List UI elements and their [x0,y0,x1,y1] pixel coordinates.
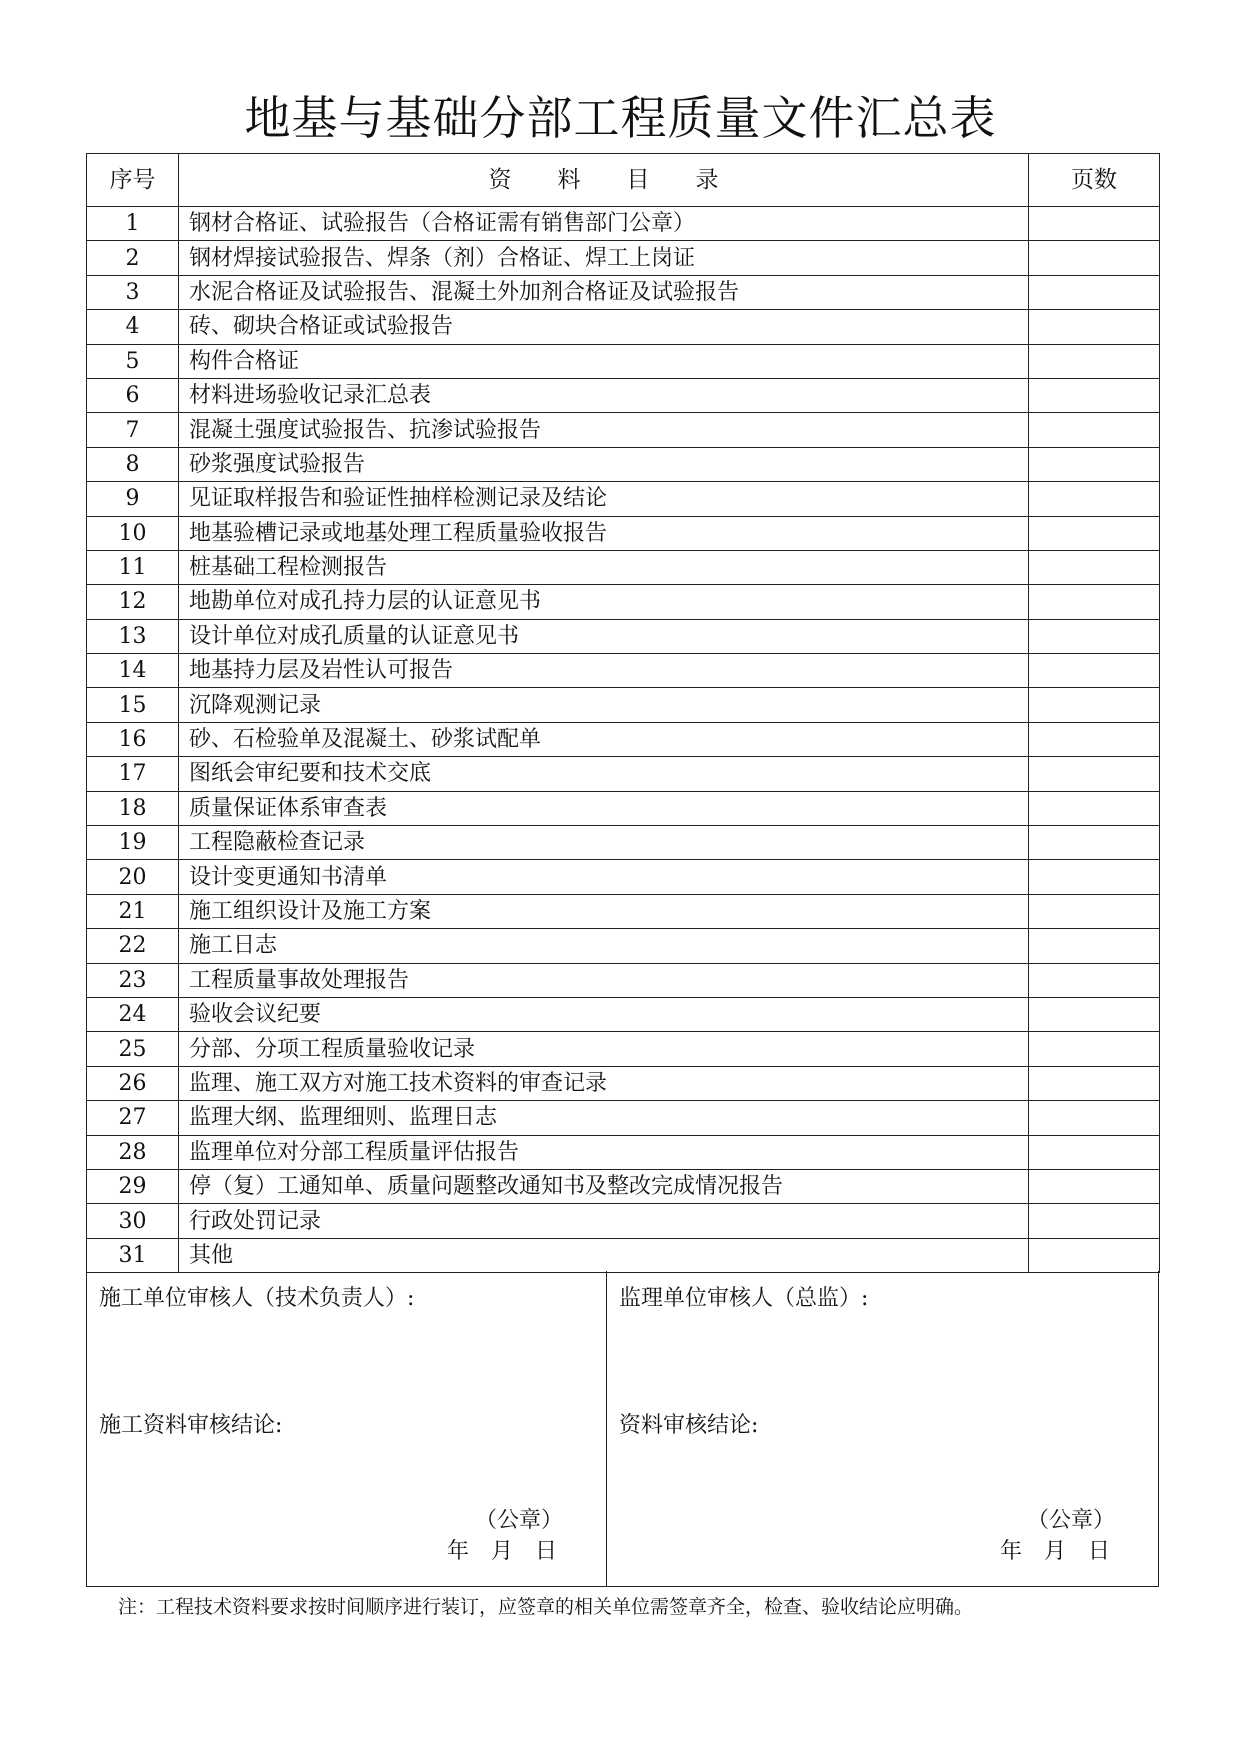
table-row [87,929,1160,963]
table-row [87,997,1160,1031]
row-seq: 23 [87,963,179,997]
row-item: 地基验槽记录或地基处理工程质量验收报告 [179,516,1029,550]
row-item: 监理单位对分部工程质量评估报告 [179,1135,1029,1169]
row-pages [1029,275,1160,309]
row-seq: 31 [87,1238,179,1272]
row-pages [1029,929,1160,963]
row-item: 监理、施工双方对施工技术资料的审查记录 [179,1066,1029,1100]
table-row [87,344,1160,378]
table-row [87,275,1160,309]
row-seq: 17 [87,757,179,791]
row-item: 分部、分项工程质量验收记录 [179,1032,1029,1066]
row-item: 验收会议纪要 [179,997,1029,1031]
row-seq: 20 [87,860,179,894]
row-pages [1029,207,1160,241]
row-seq: 28 [87,1135,179,1169]
table-row [87,1032,1160,1066]
header-seq: 序号 [87,154,179,207]
table-row [87,791,1160,825]
row-item: 砂、石检验单及混凝土、砂浆试配单 [179,722,1029,756]
row-seq: 27 [87,1101,179,1135]
row-item: 监理大纲、监理细则、监理日志 [179,1101,1029,1135]
row-item: 混凝土强度试验报告、抗渗试验报告 [179,413,1029,447]
row-item: 材料进场验收记录汇总表 [179,378,1029,412]
row-item: 设计单位对成孔质量的认证意见书 [179,619,1029,653]
row-pages [1029,585,1160,619]
row-pages [1029,1032,1160,1066]
row-pages [1029,1101,1160,1135]
row-seq: 14 [87,654,179,688]
construction-review-cell [87,1271,606,1586]
table-row [87,482,1160,516]
row-item: 水泥合格证及试验报告、混凝土外加剂合格证及试验报告 [179,275,1029,309]
row-seq: 29 [87,1169,179,1203]
row-pages [1029,860,1160,894]
row-seq: 9 [87,482,179,516]
table-row [87,1238,1160,1272]
row-item: 钢材焊接试验报告、焊条（剂）合格证、焊工上岗证 [179,241,1029,275]
row-seq: 13 [87,619,179,653]
row-pages [1029,413,1160,447]
signature-section [86,1271,1159,1587]
table-row [87,241,1160,275]
supervision-date: 年 月 日 [1000,1539,1111,1564]
row-item: 桩基础工程检测报告 [179,550,1029,584]
row-item: 沉降观测记录 [179,688,1029,722]
table-row [87,378,1160,412]
row-item: 工程隐蔽检查记录 [179,826,1029,860]
row-pages [1029,997,1160,1031]
row-pages [1029,1204,1160,1238]
supervision-review-cell [607,1271,1159,1586]
row-pages [1029,516,1160,550]
table-row [87,447,1160,481]
row-item: 工程质量事故处理报告 [179,963,1029,997]
table-row [87,1101,1160,1135]
row-pages [1029,963,1160,997]
table-row [87,413,1160,447]
table-row [87,585,1160,619]
row-seq: 19 [87,826,179,860]
row-seq: 3 [87,275,179,309]
row-pages [1029,654,1160,688]
row-seq: 22 [87,929,179,963]
row-seq: 7 [87,413,179,447]
row-item: 构件合格证 [179,344,1029,378]
row-pages [1029,826,1160,860]
row-item: 砂浆强度试验报告 [179,447,1029,481]
row-seq: 15 [87,688,179,722]
row-pages [1029,447,1160,481]
supervision-reviewer-label: 监理单位审核人（总监）: [619,1286,869,1311]
row-pages [1029,1135,1160,1169]
row-seq: 4 [87,310,179,344]
row-seq: 6 [87,378,179,412]
table-row [87,516,1160,550]
table-row [87,1066,1160,1100]
row-item: 地基持力层及岩性认可报告 [179,654,1029,688]
table-row [87,550,1160,584]
row-pages [1029,550,1160,584]
row-pages [1029,482,1160,516]
row-item: 施工日志 [179,929,1029,963]
table-row [87,207,1160,241]
construction-conclusion-label: 施工资料审核结论: [99,1413,283,1438]
row-pages [1029,1169,1160,1203]
row-seq: 5 [87,344,179,378]
row-seq: 8 [87,447,179,481]
table-row [87,1204,1160,1238]
row-seq: 2 [87,241,179,275]
table-row [87,654,1160,688]
row-pages [1029,688,1160,722]
table-row [87,894,1160,928]
table-row [87,963,1160,997]
row-seq: 12 [87,585,179,619]
row-item: 施工组织设计及施工方案 [179,894,1029,928]
row-seq: 18 [87,791,179,825]
row-seq: 24 [87,997,179,1031]
table-row [87,688,1160,722]
construction-date: 年 月 日 [447,1539,558,1564]
construction-seal: （公章） [475,1508,564,1533]
document-table [86,153,1160,1273]
table-row [87,722,1160,756]
row-item: 见证取样报告和验证性抽样检测记录及结论 [179,482,1029,516]
table-row [87,826,1160,860]
row-item: 停（复）工通知单、质量问题整改通知书及整改完成情况报告 [179,1169,1029,1203]
header-pages: 页数 [1029,154,1160,207]
table-row [87,1169,1160,1203]
supervision-seal: （公章） [1027,1508,1116,1533]
row-item: 图纸会审纪要和技术交底 [179,757,1029,791]
row-seq: 11 [87,550,179,584]
row-item: 其他 [179,1238,1029,1272]
table-row [87,757,1160,791]
row-pages [1029,378,1160,412]
header-items: 资 料 目 录 [179,154,1029,207]
supervision-conclusion-label: 资料审核结论: [619,1413,759,1438]
row-pages [1029,344,1160,378]
row-item: 设计变更通知书清单 [179,860,1029,894]
row-pages [1029,1238,1160,1272]
row-seq: 10 [87,516,179,550]
table-header-row [87,154,1160,207]
row-seq: 1 [87,207,179,241]
row-seq: 16 [87,722,179,756]
row-pages [1029,619,1160,653]
row-pages [1029,722,1160,756]
row-seq: 26 [87,1066,179,1100]
row-item: 砖、砌块合格证或试验报告 [179,310,1029,344]
row-item: 钢材合格证、试验报告（合格证需有销售部门公章） [179,207,1029,241]
row-item: 质量保证体系审查表 [179,791,1029,825]
row-seq: 21 [87,894,179,928]
table-row [87,1135,1160,1169]
table-row [87,310,1160,344]
row-pages [1029,791,1160,825]
footnote: 注：工程技术资料要求按时间顺序进行装订，应签章的相关单位需签章齐全，检查、验收结论应明确。 [118,1596,974,1618]
row-pages [1029,894,1160,928]
table-row [87,619,1160,653]
table-row [87,860,1160,894]
page-title: 地基与基础分部工程质量文件汇总表 [244,91,997,145]
row-seq: 30 [87,1204,179,1238]
row-pages [1029,1066,1160,1100]
row-item: 地勘单位对成孔持力层的认证意见书 [179,585,1029,619]
construction-reviewer-label: 施工单位审核人（技术负责人）: [99,1286,415,1311]
row-seq: 25 [87,1032,179,1066]
row-pages [1029,241,1160,275]
row-pages [1029,310,1160,344]
row-item: 行政处罚记录 [179,1204,1029,1238]
row-pages [1029,757,1160,791]
